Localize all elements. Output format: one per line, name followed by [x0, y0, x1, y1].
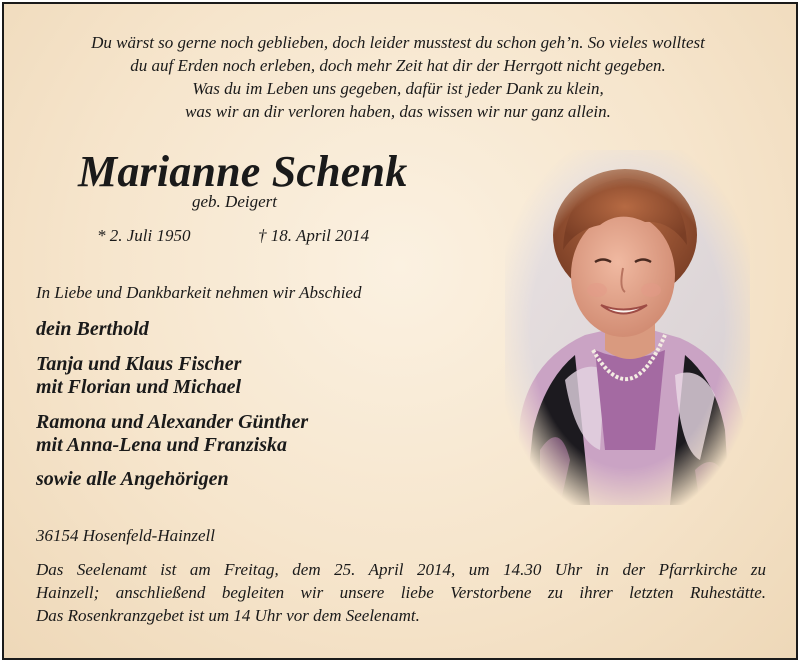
mourner-line: dein Berthold — [36, 318, 149, 340]
mourner-line: Ramona und Alexander Günther — [36, 411, 309, 433]
verse-line: Du wärst so gerne noch geblieben, doch leider musstest du schon geh’n. So vieles wolltest — [91, 33, 705, 52]
service-notice — [36, 558, 766, 627]
mourner-line: Tanja und Klaus Fischer — [36, 353, 242, 375]
notice-line: Das Rosenkranzgebet ist um 14 Uhr vor dem Seelenamt. — [36, 606, 420, 625]
deceased-name: Marianne Schenk — [78, 147, 408, 196]
farewell-intro: In Liebe und Dankbarkeit nehmen wir Abschied — [36, 283, 362, 302]
birth-name: geb. Deigert — [192, 192, 277, 211]
notice-line: Hainzell; anschließend begleiten wir unsere liebe Verstorbene zu ihrer letzten Ruhestätte. — [36, 583, 766, 602]
mourner-line: mit Anna-Lena und Franziska — [36, 434, 288, 456]
place-line: 36154 Hosenfeld-Hainzell — [36, 526, 215, 545]
notice-line: Das Seelenamt ist am Freitag, dem 25. April 2014, um 14.30 Uhr in der Pfarrkirche zu — [36, 560, 766, 579]
verse-line: was wir an dir verloren haben, das wissen wir nur ganz allein. — [185, 102, 611, 121]
portrait-photo — [505, 150, 750, 505]
birth-date: * 2. Juli 1950 — [97, 226, 191, 245]
mourner-line: sowie alle Angehörigen — [36, 468, 229, 490]
death-date: † 18. April 2014 — [258, 226, 370, 245]
verse-line: du auf Erden noch erleben, doch mehr Zeit hat dir der Herrgott nicht gegeben. — [130, 56, 666, 75]
memorial-verse — [0, 31, 796, 123]
verse-line: Was du im Leben uns gegeben, dafür ist jeder Dank zu klein, — [192, 79, 604, 98]
mourner-line: mit Florian und Michael — [36, 376, 242, 398]
